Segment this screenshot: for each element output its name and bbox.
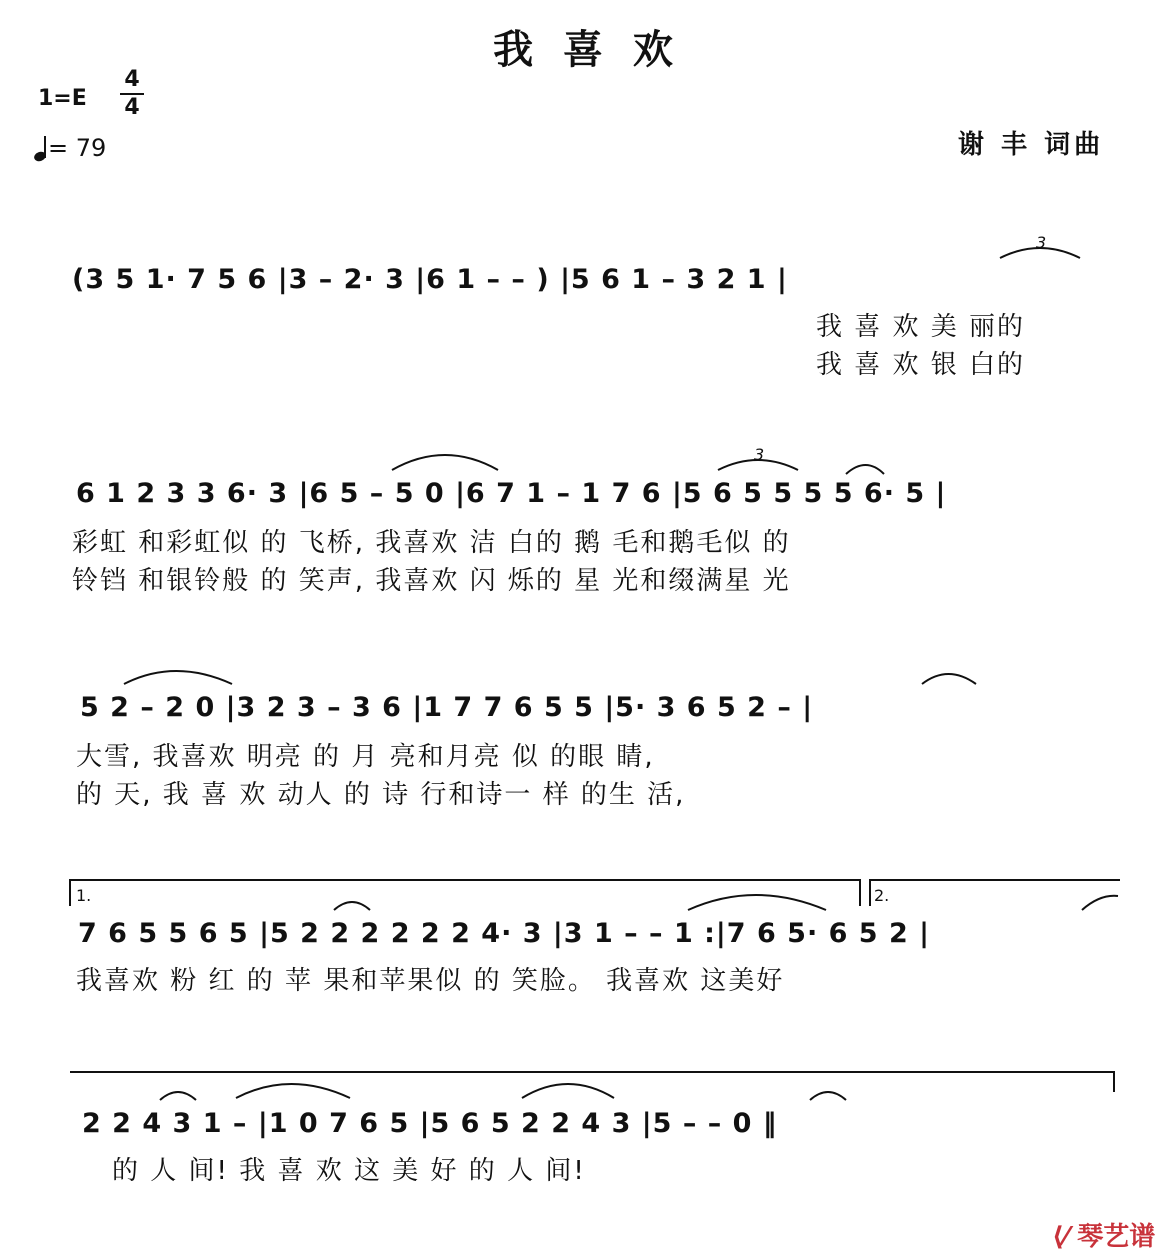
system-4-notes: 7 6 5 5 6 5 |5 2 2 2 2 2 2 4· 3 |3 1 – – 1 :|7 6 5· 6 5 2 | — [78, 918, 931, 949]
volta-2-bracket — [870, 880, 1120, 906]
slur — [810, 1092, 846, 1100]
system-5-notes: 2 2 4 3 1 – |1 0 7 6 5 |5 6 5 2 2 4 3 |5 – – 0 ‖ — [82, 1108, 778, 1139]
system-3-notes: 5 2 – 2 0 |3 2 3 – 3 6 |1 7 7 6 5 5 |5· 3 6 5 2 – | — [80, 692, 814, 723]
volta-1-bracket — [70, 880, 860, 906]
time-signature-top: 4 — [124, 67, 140, 92]
slur — [1082, 896, 1118, 910]
slur — [236, 1084, 350, 1098]
site-watermark — [1052, 1216, 1155, 1253]
volta-1-label: 1. — [76, 886, 92, 905]
tempo-value: = 79 — [48, 134, 107, 162]
system-2-notes: 6 1 2 3 3 6· 3 |6 5 – 5 0 |6 7 1 – 1 7 6 |5 6 5 5 5 5 6· 5 | — [76, 478, 947, 509]
slur — [688, 895, 826, 910]
system-5-lyric-1: 的 人 间! 我 喜 欢 这 美 好 的 人 间! — [112, 1156, 586, 1186]
time-signature-bottom: 4 — [124, 95, 140, 120]
system-4-lyric-1: 我喜欢 粉 红 的 苹 果和苹果似 的 笑脸。 我喜欢 这美好 — [76, 966, 785, 996]
system-1-notes: (3 5 1· 7 5 6 |3 – 2· 3 |6 1 – – ) |5 6 1 – 3 2 1 | — [72, 264, 788, 295]
slur — [846, 465, 884, 474]
system-3-lyric-2: 的 天, 我 喜 欢 动人 的 诗 行和诗一 样 的生 活, — [76, 780, 686, 810]
system-2-lyric-2: 铃铛 和银铃般 的 笑声, 我喜欢 闪 烁的 星 光和缀满星 光 — [72, 566, 791, 596]
slur — [922, 674, 976, 684]
triplet-number: 3 — [1036, 233, 1047, 252]
song-title: 我 喜 欢 — [493, 27, 681, 73]
triplet-number: 3 — [754, 445, 765, 464]
end-bracket — [70, 1072, 1114, 1092]
slur — [334, 902, 370, 910]
slur — [160, 1092, 196, 1100]
composer-credit: 谢 丰 词曲 — [958, 130, 1105, 160]
slur — [392, 455, 498, 470]
slur — [124, 671, 232, 684]
key-signature: 1=E — [38, 86, 87, 111]
system-3-lyric-1: 大雪, 我喜欢 明亮 的 月 亮和月亮 似 的眼 睛, — [76, 742, 655, 772]
system-1-lyric-2: 我 喜 欢 银 白的 — [816, 350, 1026, 380]
watermark-text: 琴艺谱 — [1077, 1222, 1156, 1252]
volta-2-label: 2. — [874, 886, 890, 905]
watermark-icon: ⟨⁄ — [1052, 1222, 1069, 1252]
system-1-lyric-1: 我 喜 欢 美 丽的 — [816, 312, 1026, 342]
slur — [522, 1084, 614, 1098]
system-2-lyric-1: 彩虹 和彩虹似 的 飞桥, 我喜欢 洁 白的 鹅 毛和鹅毛似 的 — [72, 528, 791, 558]
